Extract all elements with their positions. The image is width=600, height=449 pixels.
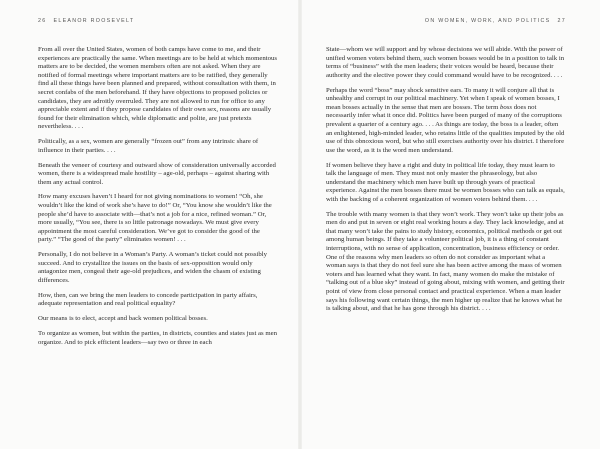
paragraph: Personally, I do not believe in a Woman’s Party. A woman’s ticket could not possibly succeed. And to crystallize the issues on the basis of sex-opposition would only antagonize men, congeal their age-old prejudices, and widen the chasm of existing differences. [38, 251, 268, 284]
paragraph: Politically, as a sex, women are generally “frozen out” from any intrinsic share of influence in their parties. . . . [38, 138, 259, 154]
paragraph: How many excuses haven’t I heard for not giving nominations to women! “Oh, she wouldn’t like the kind of work she’s have to do!” Or, “You know she wouldn’t like the people she’d have to associate with—that’s not a job for a nice, refined woman.” Or, more usually, “You see, there is so little patronage nowadays. We must give every appointment the most careful consideration. We’ve got to consider the good of the party.” “The good of the party” eliminates women! . . . [38, 193, 272, 244]
paragraph: State—whom we will support and by whose decisions we will abide. With the power of unified women voters behind them, such women bosses would be in a position to talk in terms of “business” with the men leaders; their voices would be heard, because their authority and the elective power they could command would have to be recognized. . . . [326, 46, 565, 79]
left-page-number: 26 [38, 18, 47, 24]
paragraph: Perhaps the word “boss” may shock sensitive ears. To many it will conjure all that is unhealthy and corrupt in our political machinery. Yet when I speak of women bosses, I mean bosses actually in the sense that men are bosses. The term boss does not necessarily infer what it once did. Politics have been purged of many of the corruptions prevalent a quarter of a century ago. . . . As things are today, the boss is a leader, often an enlightened, high-minded leader, who retains little of the qualities imputed by the old use of this obnoxious word, but who still exercises authority over his district. I therefore use the word, as it is the word men understand. [326, 86, 565, 154]
right-page [300, 0, 600, 449]
left-header-title: ELEANOR ROOSEVELT [53, 18, 135, 24]
paragraph: Beneath the veneer of courtesy and outward show of consideration universally accorded women, there is a widespread male hostility – age-old, perhaps – against sharing with them any actual control. [38, 161, 276, 186]
right-running-head [326, 16, 566, 26]
paragraph: From all over the United States, women of both camps have come to me, and their experiences are practically the same. When meetings are to be held at which momentous matters are to be decided, the women members often are not asked. When they are notified of formal meetings where important matters are to be ratified, they generally find all these things have been planned and prepared, without consultation with them, in secret confabs of the men beforehand. If they have objections to proposed policies or candidates, they are adroitly overruled. They are not allowed to run for office to any appreciable extent and if they propose candidates of their own sex, reasons are usually found for their elimination which, while diplomatic and polite, are just pretexts nevertheless. . . . [38, 46, 278, 131]
paragraph: To organize as women, but within the parties, in districts, counties and states just as men organize. And to pick efficient leaders—say two or three in each [38, 329, 277, 346]
paragraph: Our means is to elect, accept and back women political bosses. [38, 315, 208, 323]
paragraph: If women believe they have a right and duty in political life today, they must learn to talk the language of men. They must not only master the phraseology, but also understand the machinery which men have built up through years of practical experience. Against the men bosses there must be women bosses who can talk as equals, with the backing of a coherent organization of women voters behind them. . . . [326, 161, 565, 203]
left-running-head [38, 16, 278, 26]
paragraph: How, then, can we bring the men leaders to concede participation in party affairs, adequate representation and real political equality? [38, 291, 258, 308]
right-header-title: ON WOMEN, WORK, AND POLITICS [424, 18, 551, 24]
right-page-number: 27 [557, 18, 566, 24]
paragraph: The trouble with many women is that they won’t work. They won’t take up their jobs as men do and put in seven or eight real working hours a day. They lack knowledge, and at that many won’t take the pains to study history, economics, political methods or get out among human beings. If they take a volunteer political job, it is a thing of constant interruptions, with no sense of application, concentration, business efficiency or order. One of the reasons why men leaders so often do not consider as important what a woman says is that they do not feel sure she has been active among the mass of women voters and has learned what they want. In fact, many women do make the mistake of “talking out of a blue sky” instead of going about, mixing with women, and getting their point of view from close personal contact and practical experience. When a man leader says his following want certain things, the men higher up realize that he knows what he is talking about, and that he has gone through his district. . . . [326, 210, 565, 313]
